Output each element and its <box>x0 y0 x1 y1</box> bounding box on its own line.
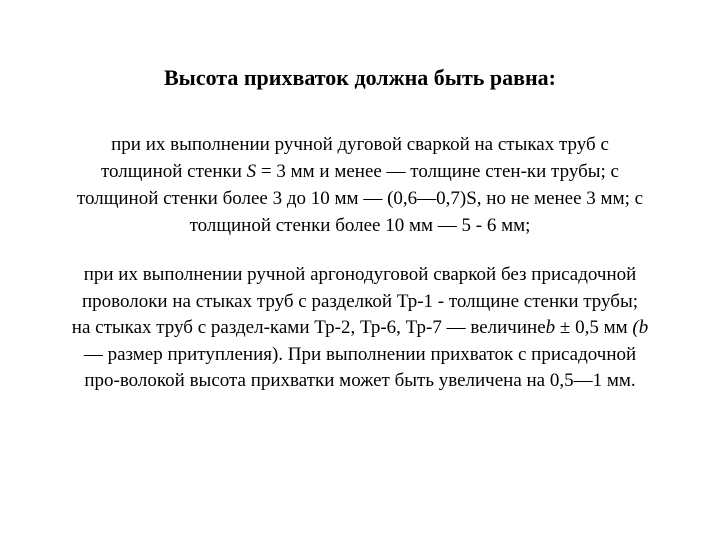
paragraph-argon-arc-welding <box>0 262 720 395</box>
paragraph1-line1: при их выполнении ручной дуговой сваркой на стыках труб с <box>111 134 609 155</box>
paragraph2-line4: — размер притупления). При выполнении прихваток с присадочной <box>83 343 637 365</box>
paragraph1-line2-text-b: = 3 мм и менее — толщине стен-ки трубы; с <box>256 161 619 182</box>
paragraph1-line3: толщиной стенки более 3 до 10 мм — (0,6—0,7)S, но не менее 3 мм; с <box>76 188 644 209</box>
paragraph2-line5: про-волокой высота прихватки может быть увеличена на 0,5—1 мм. <box>84 370 636 391</box>
paragraph2-line3-text-a: на стыках труб с раздел-ками Тр-2, Тр-6, Тр-7 — величине <box>71 317 546 338</box>
paragraph1-line2 <box>0 158 720 185</box>
paragraph-manual-arc-welding <box>0 131 720 239</box>
root-face-symbol: b <box>545 317 556 338</box>
paragraph1-line4: толщиной стенки более 10 мм — 5 - 6 мм; <box>189 215 531 236</box>
paragraph2-line3-text-b: ± 0,5 мм <box>555 317 633 338</box>
paragraph1-line2-text-a: толщиной стенки <box>100 161 247 182</box>
paragraph2-line3-text-c: (b <box>632 317 649 338</box>
slide-title: Высота прихваток должна быть равна: <box>163 65 557 90</box>
paragraph2-line3 <box>0 315 720 342</box>
paragraph2-line2: проволоки на стыках труб с разделкой Тр-1 - толщине стенки трубы; <box>81 290 639 312</box>
wall-thickness-symbol: S <box>246 161 257 182</box>
paragraph2-line1: при их выполнении ручной аргонодуговой сваркой без присадочной <box>83 264 637 285</box>
